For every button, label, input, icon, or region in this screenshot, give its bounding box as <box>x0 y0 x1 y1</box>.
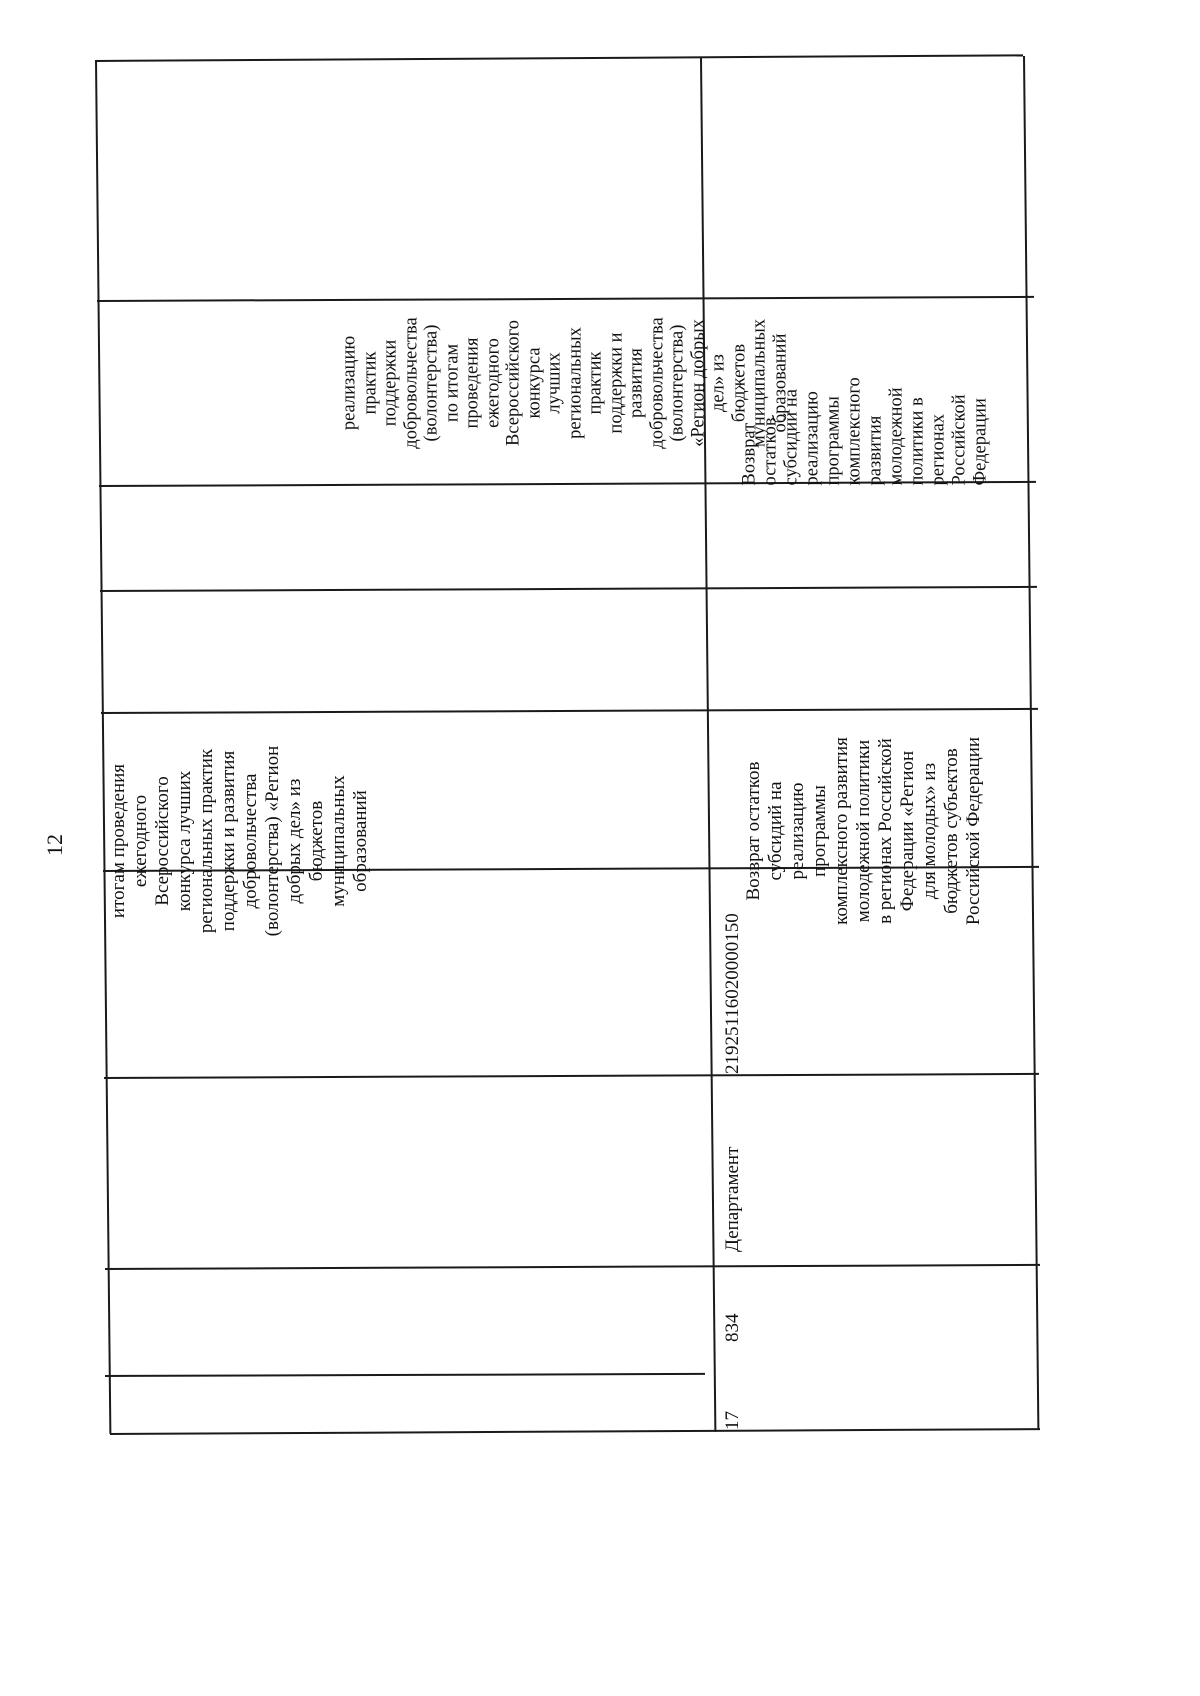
row17-num-cell <box>705 1378 1040 1433</box>
prev-row-short-text: реализацию практик поддержки добровольчества (волонтерства) по итогам проведения ежегодного Всероссийского конкурса лучших региональных практик поддержки и развития добровольчества (волонтерства) «Регион добрых дел» из бюджетов муниципальных образований <box>339 316 790 449</box>
row17-num: 17 <box>721 1410 743 1430</box>
table-border-top <box>95 54 1023 61</box>
column-separator <box>105 1373 705 1377</box>
prev-row-name-cell <box>105 712 700 937</box>
column-separator <box>100 586 1037 592</box>
row17-name-cell <box>705 712 1040 926</box>
row17-admin: Департамент <box>721 1146 743 1252</box>
row17-name-short: Возврат остатков субсидий на реализацию программы комплексного развития молодежной политики в регионах Российской Федерации <box>739 376 991 485</box>
row17-admin-cell <box>705 1078 1040 1268</box>
row17-name: Возврат остатков субсидий на реализацию программы комплексного развития молодежной политики в регионах Российской Федерации «Регион для молодых» из бюджетов субъектов Российской Федерации <box>742 736 984 926</box>
row17-code: 834 <box>721 1313 743 1342</box>
prev-row-short-cell <box>99 300 790 485</box>
row17-kbk: 21925116020000150 <box>721 912 743 1074</box>
row17-name-short-cell <box>700 300 1038 485</box>
row17-code-cell <box>705 1270 1040 1375</box>
prev-row-name-text: итогам проведения ежегодного Всероссийского конкурса лучших региональных практик поддержки и развития добровольчества (волонтерства) «Регион добрых дел» из бюджетов муниципальных образований <box>107 745 371 937</box>
page-number: 12 <box>42 834 67 856</box>
